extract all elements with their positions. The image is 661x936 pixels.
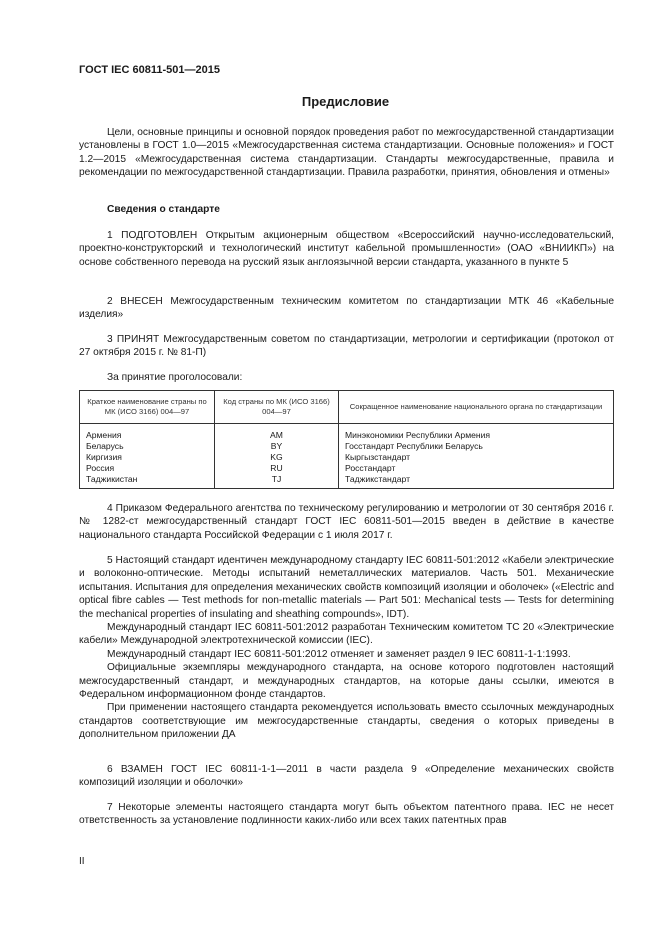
- intro-paragraph: [79, 126, 614, 180]
- standards-body: Кыргызстандарт: [339, 452, 614, 463]
- document-header: ГОСТ IEC 60811-501—2015: [79, 64, 220, 76]
- item-5-paragraph-2: Международный стандарт IEC 60811-501:2012 разработан Техническим комитетом TC 20 «Электрические кабели» Международной электротехнической комиссии (IEC).: [79, 622, 614, 647]
- item-2: [79, 295, 614, 322]
- item-3-text: 3 ПРИНЯТ Межгосударственным советом по стандартизации, метрологии и сертификации (протокол от 27 октября 2015 г. № 81-П): [79, 334, 614, 359]
- item-1-text: 1 ПОДГОТОВЛЕН Открытым акционерным обществом «Всероссийский научно-исследовательский, проектно-конструкторский и технологический институт кабельной промышленности» (ОАО «ВНИИКП») на основе собственного перевода на русский язык англоязычной версии стандарта, указанного в пункте 5: [79, 230, 614, 268]
- item-5: [79, 554, 614, 742]
- table-row: [80, 441, 614, 452]
- item-1: [79, 229, 614, 269]
- page-title: Предисловие: [301, 94, 390, 109]
- votes-label: [79, 371, 614, 384]
- item-6: [79, 763, 614, 790]
- item-4-text: 4 Приказом Федерального агентства по техническому регулированию и метрологии от 30 сентября 2016 г. № 1282-ст межгосударственный стандарт ГОСТ IEC 60811-501—2015 введен в действие в качестве национального стандарта Российской Федерации с 1 июля 2017 г.: [79, 503, 614, 541]
- country-name: Таджикистан: [80, 474, 215, 489]
- country-code: KG: [215, 452, 339, 463]
- country-code: BY: [215, 441, 339, 452]
- item-5-text: 5 Настоящий стандарт идентичен международному стандарту IEC 60811-501:2012 «Кабели электрические и волоконно-оптические. Методы испытаний неметаллических материалов. Часть 501. Механические испытания. Испытания для определения механических свойств композиций изоляции и оболочек» («Electric and optical fibre cables — Test methods for non-metallic materials — Part 501: Mechanical tests — Tests for determining the mechanical properties of insulating and sheathing compounds», IDT).: [79, 555, 614, 620]
- standard-info-heading: [79, 203, 614, 216]
- page-number: II: [79, 856, 85, 867]
- item-3: [79, 333, 614, 360]
- table-header-body: Сокращенное наименование национального органа по стандартизации: [339, 391, 614, 424]
- item-7-text: 7 Некоторые элементы настоящего стандарта могут быть объектом патентного права. IEC не несет ответственность за установление подлинности каких-либо или всех таких патентных прав: [79, 802, 614, 827]
- item-5-paragraph-3: Международный стандарт IEC 60811-501:2012 отменяет и заменяет раздел 9 IEC 60811-1-1:1993.: [107, 648, 571, 660]
- item-4: [79, 502, 614, 542]
- table-row: [80, 424, 614, 442]
- standards-body: Минэкономики Республики Армения: [339, 424, 614, 442]
- country-name: Армения: [80, 424, 215, 442]
- votes-label-text: За принятие проголосовали:: [107, 372, 243, 383]
- table-header-row: [80, 391, 614, 424]
- country-code: RU: [215, 463, 339, 474]
- country-name: Беларусь: [80, 441, 215, 452]
- item-6-text: 6 ВЗАМЕН ГОСТ IEC 60811-1-1—2011 в части раздела 9 «Определение механических свойств композиций изоляции и оболочки»: [79, 764, 614, 789]
- item-5-paragraph-4: Официальные экземпляры международного стандарта, на основе которого подготовлен настоящий межгосударственный стандарт, и международных стандартов, на которые даны ссылки, имеются в Федеральном информационном фонде стандартов.: [79, 662, 614, 701]
- item-2-text: 2 ВНЕСЕН Межгосударственным техническим комитетом по стандартизации МТК 46 «Кабельные изделия»: [79, 296, 614, 321]
- subheading: Сведения о стандарте: [107, 204, 220, 215]
- country-name: Россия: [80, 463, 215, 474]
- table-row: [80, 463, 614, 474]
- country-name: Киргизия: [80, 452, 215, 463]
- votes-table: [79, 390, 614, 489]
- item-7: [79, 801, 614, 828]
- table-header-country: Краткое наименование страны по МК (ИСО 3166) 004—97: [80, 391, 215, 424]
- item-5-paragraph-5: При применении настоящего стандарта рекомендуется использовать вместо ссылочных международных стандартов соответствующие им межгосударственные стандарты, сведения о которых приведены в дополнительном приложении ДА: [79, 702, 614, 741]
- table-header-code: Код страны по МК (ИСО 3166) 004—97: [215, 391, 339, 424]
- country-code: TJ: [215, 474, 339, 489]
- country-code: AM: [215, 424, 339, 442]
- standards-body: Госстандарт Республики Беларусь: [339, 441, 614, 452]
- table-row: [80, 452, 614, 463]
- standards-body: Росстандарт: [339, 463, 614, 474]
- intro-text: Цели, основные принципы и основной порядок проведения работ по межгосударственной стандартизации установлены в ГОСТ 1.0—2015 «Межгосударственная система стандартизации. Основные положения» и ГОСТ 1.2—2015 «Межгосударственная система стандартизации. Стандарты межгосударственные, правила и рекомендации по межгосударственной стандартизации. Правила разработки, принятия, обновления и отмены»: [79, 127, 614, 179]
- standards-body: Таджикстандарт: [339, 474, 614, 489]
- table-row: [80, 474, 614, 489]
